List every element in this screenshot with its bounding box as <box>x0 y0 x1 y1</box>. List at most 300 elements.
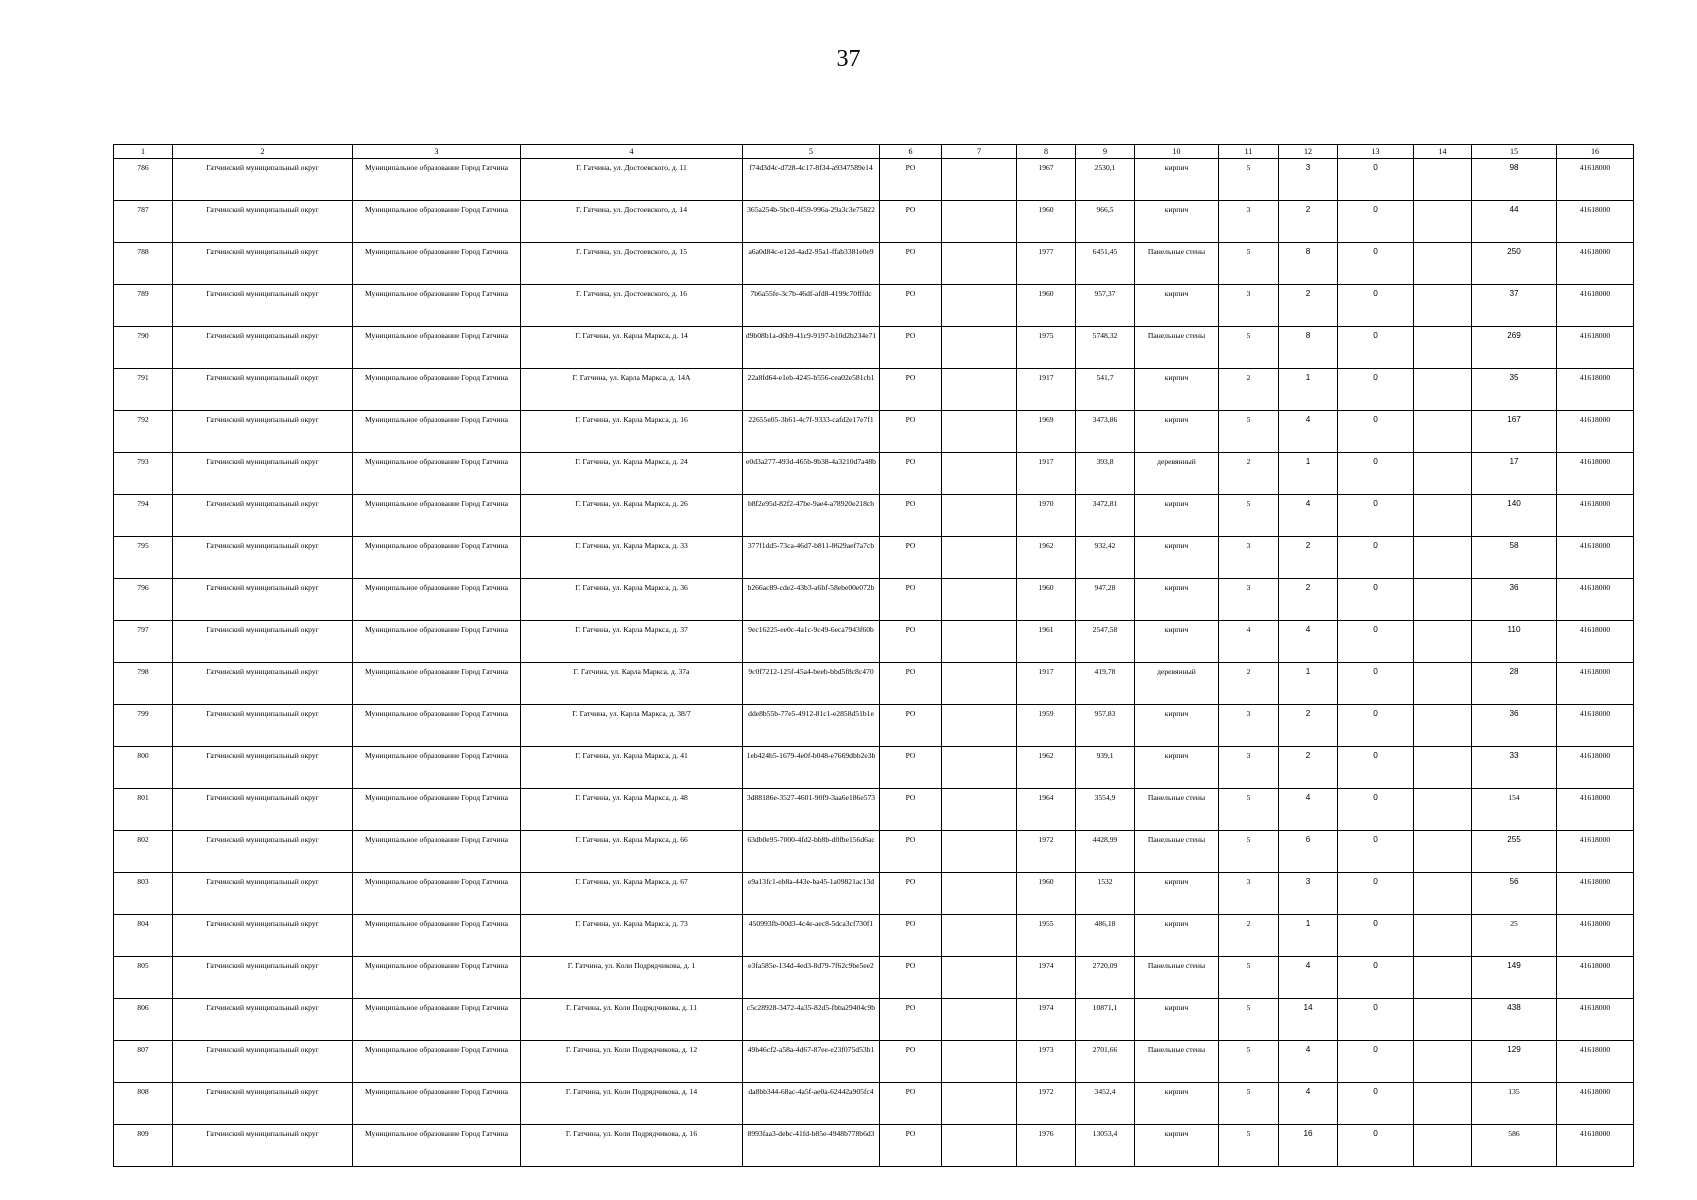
cell-year-built: 1955 <box>1017 915 1076 957</box>
cell-municipality: Муниципальное образование Город Гатчина <box>353 495 521 537</box>
cell-wall-material: кирпич <box>1135 705 1219 747</box>
cell-residents: 25 <box>1472 915 1557 957</box>
cell-program: РО <box>880 201 942 243</box>
cell-col-14 <box>1414 411 1472 453</box>
cell-municipality: Муниципальное образование Город Гатчина <box>353 873 521 915</box>
cell-oktmo: 41618000 <box>1557 621 1634 663</box>
cell-col-14 <box>1414 537 1472 579</box>
cell-col-13: 0 <box>1338 579 1414 621</box>
cell-fias-guid: e9a13fc1-eb8a-443e-ba45-1a09821ac13d <box>743 873 880 915</box>
cell-municipality: Муниципальное образование Город Гатчина <box>353 159 521 201</box>
cell-fias-guid: a6a0d84c-e12d-4ad2-95a1-ffab3381e0e9 <box>743 243 880 285</box>
cell-area: 6451,45 <box>1076 243 1135 285</box>
cell-row-number: 786 <box>114 159 173 201</box>
cell-entrances: 6 <box>1279 831 1338 873</box>
table-row <box>114 327 1634 369</box>
cell-year-built: 1917 <box>1017 453 1076 495</box>
cell-floors: 5 <box>1219 789 1279 831</box>
cell-oktmo: 41618000 <box>1557 915 1634 957</box>
cell-row-number: 808 <box>114 1083 173 1125</box>
cell-col-14 <box>1414 831 1472 873</box>
column-header-7: 7 <box>942 145 1017 159</box>
cell-floors: 5 <box>1219 957 1279 999</box>
table-row <box>114 495 1634 537</box>
column-header-5: 5 <box>743 145 880 159</box>
cell-col-13: 0 <box>1338 873 1414 915</box>
cell-oktmo: 41618000 <box>1557 1041 1634 1083</box>
cell-area: 966,5 <box>1076 201 1135 243</box>
cell-row-number: 807 <box>114 1041 173 1083</box>
cell-district: Гатчинский муниципальный округ <box>173 1041 353 1083</box>
cell-district: Гатчинский муниципальный округ <box>173 579 353 621</box>
cell-area: 541,7 <box>1076 369 1135 411</box>
cell-district: Гатчинский муниципальный округ <box>173 789 353 831</box>
cell-col-13: 0 <box>1338 243 1414 285</box>
cell-address: Г. Гатчина, ул. Карла Маркса, д. 37а <box>521 663 743 705</box>
cell-program: РО <box>880 915 942 957</box>
cell-district: Гатчинский муниципальный округ <box>173 705 353 747</box>
cell-col-7 <box>942 327 1017 369</box>
cell-year-built: 1960 <box>1017 579 1076 621</box>
table-row <box>114 915 1634 957</box>
cell-col-7 <box>942 369 1017 411</box>
cell-fias-guid: 7b6a55fe-3c7b-46df-afd8-4199c70fffdc <box>743 285 880 327</box>
cell-entrances: 2 <box>1279 537 1338 579</box>
cell-area: 5748,32 <box>1076 327 1135 369</box>
cell-entrances: 1 <box>1279 663 1338 705</box>
cell-entrances: 4 <box>1279 495 1338 537</box>
cell-fias-guid: 377f1dd5-73ca-46d7-b811-8629aef7a7cb <box>743 537 880 579</box>
cell-row-number: 803 <box>114 873 173 915</box>
cell-district: Гатчинский муниципальный округ <box>173 495 353 537</box>
cell-oktmo: 41618000 <box>1557 243 1634 285</box>
cell-floors: 3 <box>1219 537 1279 579</box>
table-row <box>114 999 1634 1041</box>
cell-area: 932,42 <box>1076 537 1135 579</box>
cell-wall-material: кирпич <box>1135 159 1219 201</box>
cell-col-7 <box>942 1083 1017 1125</box>
cell-col-14 <box>1414 327 1472 369</box>
cell-wall-material: кирпич <box>1135 1125 1219 1167</box>
cell-area: 3452,4 <box>1076 1083 1135 1125</box>
table-row <box>114 369 1634 411</box>
cell-row-number: 796 <box>114 579 173 621</box>
cell-entrances: 2 <box>1279 201 1338 243</box>
cell-district: Гатчинский муниципальный округ <box>173 747 353 789</box>
cell-wall-material: Панельные стены <box>1135 831 1219 873</box>
cell-wall-material: кирпич <box>1135 411 1219 453</box>
cell-oktmo: 41618000 <box>1557 1083 1634 1125</box>
cell-col-7 <box>942 495 1017 537</box>
cell-floors: 5 <box>1219 495 1279 537</box>
cell-program: РО <box>880 1041 942 1083</box>
cell-row-number: 793 <box>114 453 173 495</box>
cell-col-7 <box>942 159 1017 201</box>
cell-year-built: 1974 <box>1017 957 1076 999</box>
cell-district: Гатчинский муниципальный округ <box>173 663 353 705</box>
cell-area: 957,37 <box>1076 285 1135 327</box>
cell-wall-material: кирпич <box>1135 999 1219 1041</box>
cell-program: РО <box>880 159 942 201</box>
cell-address: Г. Гатчина, ул. Достоевского, д. 11 <box>521 159 743 201</box>
cell-address: Г. Гатчина, ул. Карла Маркса, д. 48 <box>521 789 743 831</box>
column-header-1: 1 <box>114 145 173 159</box>
cell-area: 2720,09 <box>1076 957 1135 999</box>
cell-district: Гатчинский муниципальный округ <box>173 915 353 957</box>
cell-row-number: 794 <box>114 495 173 537</box>
cell-entrances: 4 <box>1279 411 1338 453</box>
cell-district: Гатчинский муниципальный округ <box>173 621 353 663</box>
cell-col-7 <box>942 873 1017 915</box>
cell-area: 3473,86 <box>1076 411 1135 453</box>
cell-fias-guid: b8f2e95d-82f2-47be-9ae4-a78920e218cb <box>743 495 880 537</box>
cell-program: РО <box>880 411 942 453</box>
cell-municipality: Муниципальное образование Город Гатчина <box>353 369 521 411</box>
cell-address: Г. Гатчина, ул. Карла Маркса, д. 73 <box>521 915 743 957</box>
cell-entrances: 8 <box>1279 327 1338 369</box>
cell-year-built: 1973 <box>1017 1041 1076 1083</box>
cell-municipality: Муниципальное образование Город Гатчина <box>353 201 521 243</box>
cell-oktmo: 41618000 <box>1557 453 1634 495</box>
cell-oktmo: 41618000 <box>1557 747 1634 789</box>
cell-fias-guid: f74d3d4c-d728-4c17-8f34-a9347589e14 <box>743 159 880 201</box>
cell-area: 1532 <box>1076 873 1135 915</box>
cell-program: РО <box>880 1083 942 1125</box>
cell-col-7 <box>942 243 1017 285</box>
cell-wall-material: кирпич <box>1135 537 1219 579</box>
cell-col-14 <box>1414 999 1472 1041</box>
cell-address: Г. Гатчина, ул. Карла Маркса, д. 16 <box>521 411 743 453</box>
table-row <box>114 159 1634 201</box>
cell-area: 957,83 <box>1076 705 1135 747</box>
cell-floors: 5 <box>1219 159 1279 201</box>
cell-col-13: 0 <box>1338 789 1414 831</box>
cell-area: 3472,81 <box>1076 495 1135 537</box>
cell-area: 2701,66 <box>1076 1041 1135 1083</box>
cell-address: Г. Гатчина, ул. Карла Маркса, д. 38/7 <box>521 705 743 747</box>
cell-district: Гатчинский муниципальный округ <box>173 369 353 411</box>
cell-municipality: Муниципальное образование Город Гатчина <box>353 621 521 663</box>
cell-row-number: 801 <box>114 789 173 831</box>
cell-residents: 110 <box>1472 621 1557 663</box>
cell-col-14 <box>1414 705 1472 747</box>
cell-floors: 5 <box>1219 1041 1279 1083</box>
cell-residents: 33 <box>1472 747 1557 789</box>
cell-year-built: 1972 <box>1017 1083 1076 1125</box>
column-header-14: 14 <box>1414 145 1472 159</box>
cell-oktmo: 41618000 <box>1557 831 1634 873</box>
cell-municipality: Муниципальное образование Город Гатчина <box>353 579 521 621</box>
cell-entrances: 2 <box>1279 285 1338 327</box>
cell-entrances: 4 <box>1279 621 1338 663</box>
cell-year-built: 1972 <box>1017 831 1076 873</box>
cell-municipality: Муниципальное образование Город Гатчина <box>353 1125 521 1167</box>
cell-municipality: Муниципальное образование Город Гатчина <box>353 747 521 789</box>
cell-floors: 3 <box>1219 873 1279 915</box>
cell-year-built: 1917 <box>1017 369 1076 411</box>
cell-program: РО <box>880 327 942 369</box>
cell-col-13: 0 <box>1338 747 1414 789</box>
table-row <box>114 789 1634 831</box>
cell-entrances: 4 <box>1279 1083 1338 1125</box>
cell-residents: 154 <box>1472 789 1557 831</box>
cell-year-built: 1960 <box>1017 873 1076 915</box>
cell-fias-guid: e3fa585e-134d-4ed3-8d79-7f62c9be5ee2 <box>743 957 880 999</box>
cell-residents: 140 <box>1472 495 1557 537</box>
cell-col-14 <box>1414 285 1472 327</box>
cell-municipality: Муниципальное образование Город Гатчина <box>353 1083 521 1125</box>
cell-fias-guid: 1eb424b5-1679-4e0f-b048-e7669dbb2e3b <box>743 747 880 789</box>
cell-residents: 44 <box>1472 201 1557 243</box>
cell-program: РО <box>880 873 942 915</box>
cell-year-built: 1962 <box>1017 537 1076 579</box>
cell-district: Гатчинский муниципальный округ <box>173 1125 353 1167</box>
cell-municipality: Муниципальное образование Город Гатчина <box>353 915 521 957</box>
cell-fias-guid: 9c0f7212-125f-45a4-beeb-bbd5f8c8c470 <box>743 663 880 705</box>
cell-col-7 <box>942 747 1017 789</box>
cell-fias-guid: 365a254b-5bc0-4f59-996a-29a3c3e75822 <box>743 201 880 243</box>
cell-floors: 5 <box>1219 1125 1279 1167</box>
cell-col-13: 0 <box>1338 369 1414 411</box>
cell-oktmo: 41618000 <box>1557 705 1634 747</box>
cell-fias-guid: 63db0e95-7000-4fd2-bb8b-d0fbe156d6ac <box>743 831 880 873</box>
cell-year-built: 1969 <box>1017 411 1076 453</box>
cell-year-built: 1970 <box>1017 495 1076 537</box>
cell-municipality: Муниципальное образование Город Гатчина <box>353 327 521 369</box>
column-header-15: 15 <box>1472 145 1557 159</box>
cell-year-built: 1960 <box>1017 285 1076 327</box>
cell-floors: 3 <box>1219 285 1279 327</box>
cell-program: РО <box>880 453 942 495</box>
cell-floors: 3 <box>1219 705 1279 747</box>
cell-row-number: 790 <box>114 327 173 369</box>
cell-wall-material: кирпич <box>1135 579 1219 621</box>
cell-program: РО <box>880 831 942 873</box>
cell-floors: 2 <box>1219 915 1279 957</box>
cell-area: 13053,4 <box>1076 1125 1135 1167</box>
cell-oktmo: 41618000 <box>1557 201 1634 243</box>
cell-col-13: 0 <box>1338 1125 1414 1167</box>
cell-entrances: 16 <box>1279 1125 1338 1167</box>
cell-entrances: 4 <box>1279 1041 1338 1083</box>
cell-row-number: 799 <box>114 705 173 747</box>
table-row <box>114 1125 1634 1167</box>
cell-col-14 <box>1414 747 1472 789</box>
cell-fias-guid: 49b46cf2-a58a-4d67-87ee-e23f075d53b1 <box>743 1041 880 1083</box>
cell-floors: 2 <box>1219 663 1279 705</box>
cell-entrances: 1 <box>1279 915 1338 957</box>
cell-address: Г. Гатчина, ул. Карла Маркса, д. 26 <box>521 495 743 537</box>
cell-residents: 269 <box>1472 327 1557 369</box>
cell-residents: 36 <box>1472 705 1557 747</box>
cell-col-7 <box>942 411 1017 453</box>
cell-row-number: 802 <box>114 831 173 873</box>
cell-district: Гатчинский муниципальный округ <box>173 873 353 915</box>
cell-fias-guid: dde8b55b-77e5-4912-81c1-e2858d51b1e <box>743 705 880 747</box>
cell-area: 947,28 <box>1076 579 1135 621</box>
cell-municipality: Муниципальное образование Город Гатчина <box>353 453 521 495</box>
cell-wall-material: деревянный <box>1135 663 1219 705</box>
cell-address: Г. Гатчина, ул. Карла Маркса, д. 33 <box>521 537 743 579</box>
cell-wall-material: деревянный <box>1135 453 1219 495</box>
cell-municipality: Муниципальное образование Город Гатчина <box>353 957 521 999</box>
table-row <box>114 705 1634 747</box>
cell-col-7 <box>942 1041 1017 1083</box>
cell-oktmo: 41618000 <box>1557 1125 1634 1167</box>
cell-col-7 <box>942 789 1017 831</box>
cell-oktmo: 41618000 <box>1557 411 1634 453</box>
cell-municipality: Муниципальное образование Город Гатчина <box>353 705 521 747</box>
column-header-2: 2 <box>173 145 353 159</box>
cell-wall-material: кирпич <box>1135 873 1219 915</box>
cell-program: РО <box>880 705 942 747</box>
cell-address: Г. Гатчина, ул. Коли Подрядчикова, д. 1 <box>521 957 743 999</box>
cell-col-7 <box>942 579 1017 621</box>
cell-area: 10871,1 <box>1076 999 1135 1041</box>
cell-col-14 <box>1414 663 1472 705</box>
cell-col-14 <box>1414 201 1472 243</box>
column-header-8: 8 <box>1017 145 1076 159</box>
cell-district: Гатчинский муниципальный округ <box>173 957 353 999</box>
cell-col-14 <box>1414 1041 1472 1083</box>
cell-area: 2530,1 <box>1076 159 1135 201</box>
cell-district: Гатчинский муниципальный округ <box>173 999 353 1041</box>
cell-entrances: 14 <box>1279 999 1338 1041</box>
cell-wall-material: кирпич <box>1135 915 1219 957</box>
cell-col-7 <box>942 663 1017 705</box>
cell-wall-material: кирпич <box>1135 495 1219 537</box>
cell-col-13: 0 <box>1338 999 1414 1041</box>
table-row <box>114 537 1634 579</box>
cell-program: РО <box>880 789 942 831</box>
cell-row-number: 792 <box>114 411 173 453</box>
cell-col-14 <box>1414 495 1472 537</box>
table-row <box>114 1041 1634 1083</box>
cell-fias-guid: 22655e05-3b61-4c7f-9333-cafd2e17e7f1 <box>743 411 880 453</box>
cell-col-13: 0 <box>1338 285 1414 327</box>
cell-col-13: 0 <box>1338 831 1414 873</box>
cell-municipality: Муниципальное образование Город Гатчина <box>353 1041 521 1083</box>
cell-row-number: 804 <box>114 915 173 957</box>
cell-entrances: 1 <box>1279 453 1338 495</box>
cell-area: 939,1 <box>1076 747 1135 789</box>
cell-residents: 17 <box>1472 453 1557 495</box>
cell-program: РО <box>880 621 942 663</box>
table-row <box>114 411 1634 453</box>
cell-district: Гатчинский муниципальный округ <box>173 411 353 453</box>
cell-row-number: 805 <box>114 957 173 999</box>
cell-floors: 3 <box>1219 747 1279 789</box>
cell-row-number: 787 <box>114 201 173 243</box>
cell-district: Гатчинский муниципальный округ <box>173 831 353 873</box>
cell-floors: 5 <box>1219 999 1279 1041</box>
table-row <box>114 1083 1634 1125</box>
cell-entrances: 4 <box>1279 789 1338 831</box>
cell-address: Г. Гатчина, ул. Карла Маркса, д. 36 <box>521 579 743 621</box>
cell-col-13: 0 <box>1338 411 1414 453</box>
column-header-13: 13 <box>1338 145 1414 159</box>
cell-col-13: 0 <box>1338 159 1414 201</box>
cell-wall-material: кирпич <box>1135 201 1219 243</box>
cell-fias-guid: b266ac89-cde2-43b3-a6bf-58ebe00e072b <box>743 579 880 621</box>
cell-municipality: Муниципальное образование Город Гатчина <box>353 663 521 705</box>
cell-floors: 3 <box>1219 201 1279 243</box>
cell-address: Г. Гатчина, ул. Достоевского, д. 14 <box>521 201 743 243</box>
cell-program: РО <box>880 285 942 327</box>
cell-floors: 5 <box>1219 831 1279 873</box>
cell-oktmo: 41618000 <box>1557 327 1634 369</box>
cell-residents: 28 <box>1472 663 1557 705</box>
cell-residents: 35 <box>1472 369 1557 411</box>
housing-registry-table <box>113 144 1634 1167</box>
cell-residents: 135 <box>1472 1083 1557 1125</box>
cell-col-13: 0 <box>1338 1083 1414 1125</box>
cell-col-7 <box>942 201 1017 243</box>
cell-program: РО <box>880 243 942 285</box>
cell-address: Г. Гатчина, ул. Достоевского, д. 15 <box>521 243 743 285</box>
cell-address: Г. Гатчина, ул. Коли Подрядчикова, д. 11 <box>521 999 743 1041</box>
cell-year-built: 1961 <box>1017 621 1076 663</box>
cell-col-13: 0 <box>1338 621 1414 663</box>
cell-oktmo: 41618000 <box>1557 579 1634 621</box>
cell-municipality: Муниципальное образование Город Гатчина <box>353 537 521 579</box>
cell-oktmo: 41618000 <box>1557 999 1634 1041</box>
cell-address: Г. Гатчина, ул. Коли Подрядчикова, д. 16 <box>521 1125 743 1167</box>
cell-wall-material: Панельные стены <box>1135 327 1219 369</box>
cell-oktmo: 41618000 <box>1557 957 1634 999</box>
cell-entrances: 2 <box>1279 747 1338 789</box>
cell-fias-guid: 22a8fd64-e1eb-4245-b556-cea02e581cb1 <box>743 369 880 411</box>
column-header-12: 12 <box>1279 145 1338 159</box>
cell-address: Г. Гатчина, ул. Карла Маркса, д. 41 <box>521 747 743 789</box>
cell-col-7 <box>942 915 1017 957</box>
cell-floors: 2 <box>1219 453 1279 495</box>
cell-oktmo: 41618000 <box>1557 495 1634 537</box>
cell-row-number: 789 <box>114 285 173 327</box>
cell-col-7 <box>942 999 1017 1041</box>
cell-floors: 5 <box>1219 411 1279 453</box>
cell-col-13: 0 <box>1338 705 1414 747</box>
cell-residents: 250 <box>1472 243 1557 285</box>
cell-entrances: 2 <box>1279 579 1338 621</box>
table-row <box>114 747 1634 789</box>
table-row <box>114 873 1634 915</box>
column-header-9: 9 <box>1076 145 1135 159</box>
cell-entrances: 3 <box>1279 873 1338 915</box>
cell-program: РО <box>880 369 942 411</box>
cell-address: Г. Гатчина, ул. Коли Подрядчикова, д. 12 <box>521 1041 743 1083</box>
cell-col-13: 0 <box>1338 453 1414 495</box>
cell-year-built: 1917 <box>1017 663 1076 705</box>
cell-fias-guid: d9b08b1a-d6b9-41c9-9197-b10d2b234e71 <box>743 327 880 369</box>
cell-col-14 <box>1414 453 1472 495</box>
cell-row-number: 788 <box>114 243 173 285</box>
cell-fias-guid: c5c28928-3472-4a35-82d5-fbba29404c9b <box>743 999 880 1041</box>
cell-floors: 3 <box>1219 579 1279 621</box>
cell-col-13: 0 <box>1338 327 1414 369</box>
cell-col-13: 0 <box>1338 1041 1414 1083</box>
cell-oktmo: 41618000 <box>1557 789 1634 831</box>
cell-district: Гатчинский муниципальный округ <box>173 201 353 243</box>
cell-col-14 <box>1414 243 1472 285</box>
cell-district: Гатчинский муниципальный округ <box>173 285 353 327</box>
page-number: 37 <box>836 46 861 72</box>
cell-row-number: 800 <box>114 747 173 789</box>
cell-col-14 <box>1414 1083 1472 1125</box>
cell-row-number: 791 <box>114 369 173 411</box>
cell-col-14 <box>1414 1125 1472 1167</box>
cell-residents: 129 <box>1472 1041 1557 1083</box>
